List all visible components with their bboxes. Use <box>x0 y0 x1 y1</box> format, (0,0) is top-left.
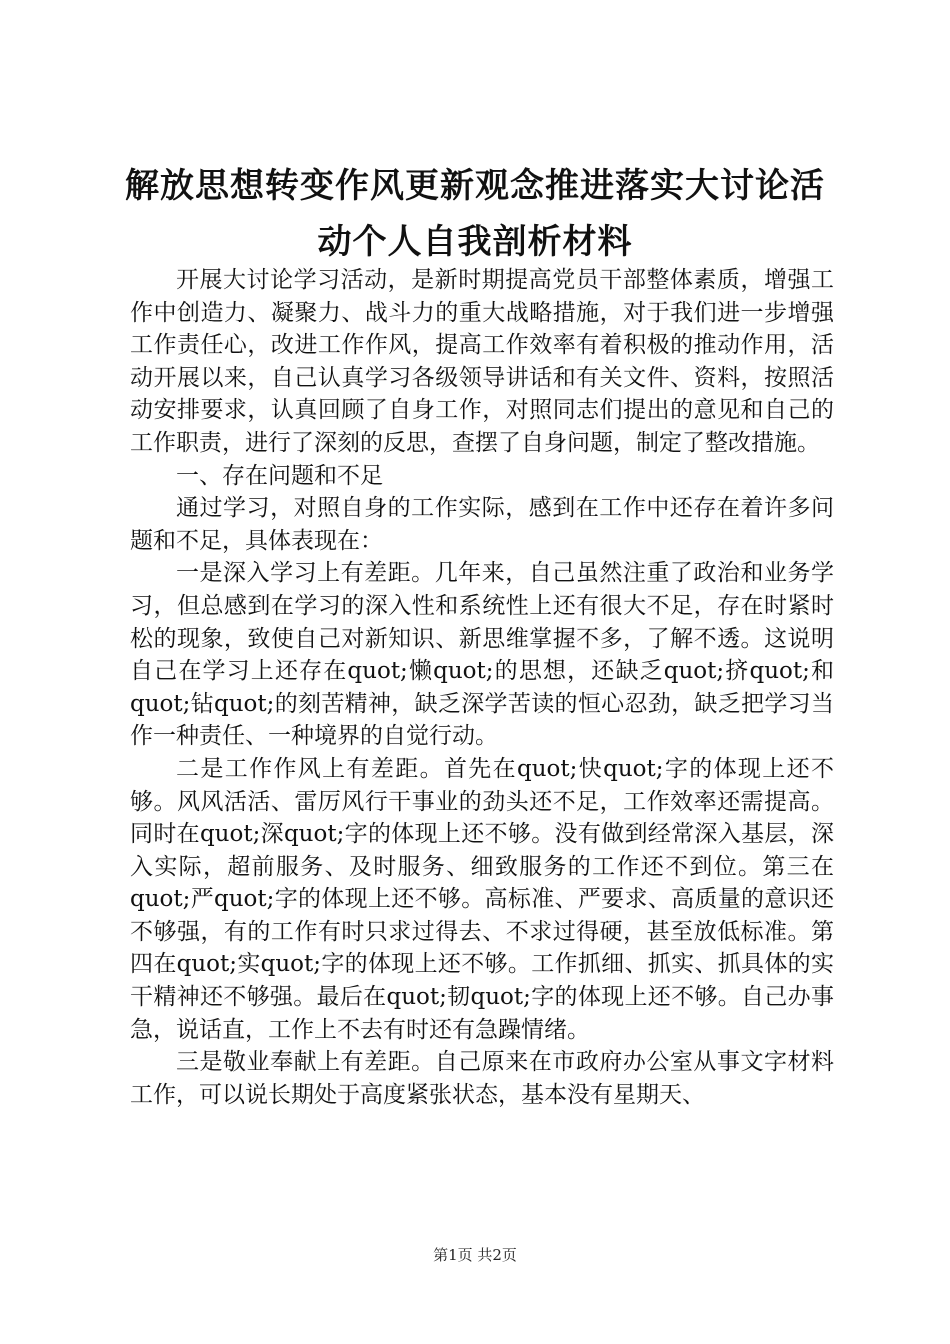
document-body <box>130 264 834 1111</box>
paragraph-intro: 开展大讨论学习活动，是新时期提高党员干部整体素质，增强工作中创造力、凝聚力、战斗力的重大战略措施，对于我们进一步增强工作责任心，改进工作作风，提高工作效率有着积极的推动作用，活动开展以来，自己认真学习各级领导讲话和有关文件、资料，按照活动安排要求，认真回顾了自身工作，对照同志们提出的意见和自己的工作职责，进行了深刻的反思，查摆了自身问题，制定了整改措施。 <box>130 267 834 456</box>
page-number-footer: 第1页 共2页 <box>433 1246 517 1264</box>
paragraph: 三是敬业奉献上有差距。自己原来在市政府办公室从事文字材料工作，可以说长期处于高度紧张状态，基本没有星期天、 <box>130 1049 834 1108</box>
section-heading: 一、存在问题和不足 <box>176 462 383 489</box>
document-title <box>120 158 830 270</box>
paragraph: 一是深入学习上有差距。几年来，自己虽然注重了政治和业务学习，但总感到在学习的深入性和系统性上还有很大不足，存在时紧时松的现象，致使自己对新知识、新思维掌握不多，了解不透。这说明自己在学习上还存在quot;懒quot;的思想，还缺乏quot;挤quot;和quot;钻quot;的刻苦精神，缺乏深学苦读的恒心忍劲，缺乏把学习当作一种责任、一种境界的自觉行动。 <box>130 560 834 750</box>
paragraph: 通过学习，对照自身的工作实际，感到在工作中还存在着许多问题和不足，具体表现在： <box>130 495 834 554</box>
paragraph: 二是工作作风上有差距。首先在quot;快quot;字的体现上还不够。风风活活、雷厉风行干事业的劲头还不足，工作效率还需提高。同时在quot;深quot;字的体现上还不够。没有做到经常深入基层，深入实际，超前服务、及时服务、细致服务的工作还不到位。第三在quot;严quot;字的体现上还不够。高标准、严要求、高质量的意识还不够强，有的工作有时只求过得去、不求过得硬，甚至放低标准。第四在quot;实quot;字的体现上还不够。工作抓细、抓实、抓具体的实干精神还不够强。最后在quot;韧quot;字的体现上还不够。自己办事急，说话直，工作上不去有时还有急躁情绪。 <box>130 755 834 1043</box>
title-line-1: 解放思想转变作风更新观念推进落实大讨论活 <box>125 166 825 206</box>
title-line-2: 动个人自我剖析材料 <box>317 222 633 262</box>
